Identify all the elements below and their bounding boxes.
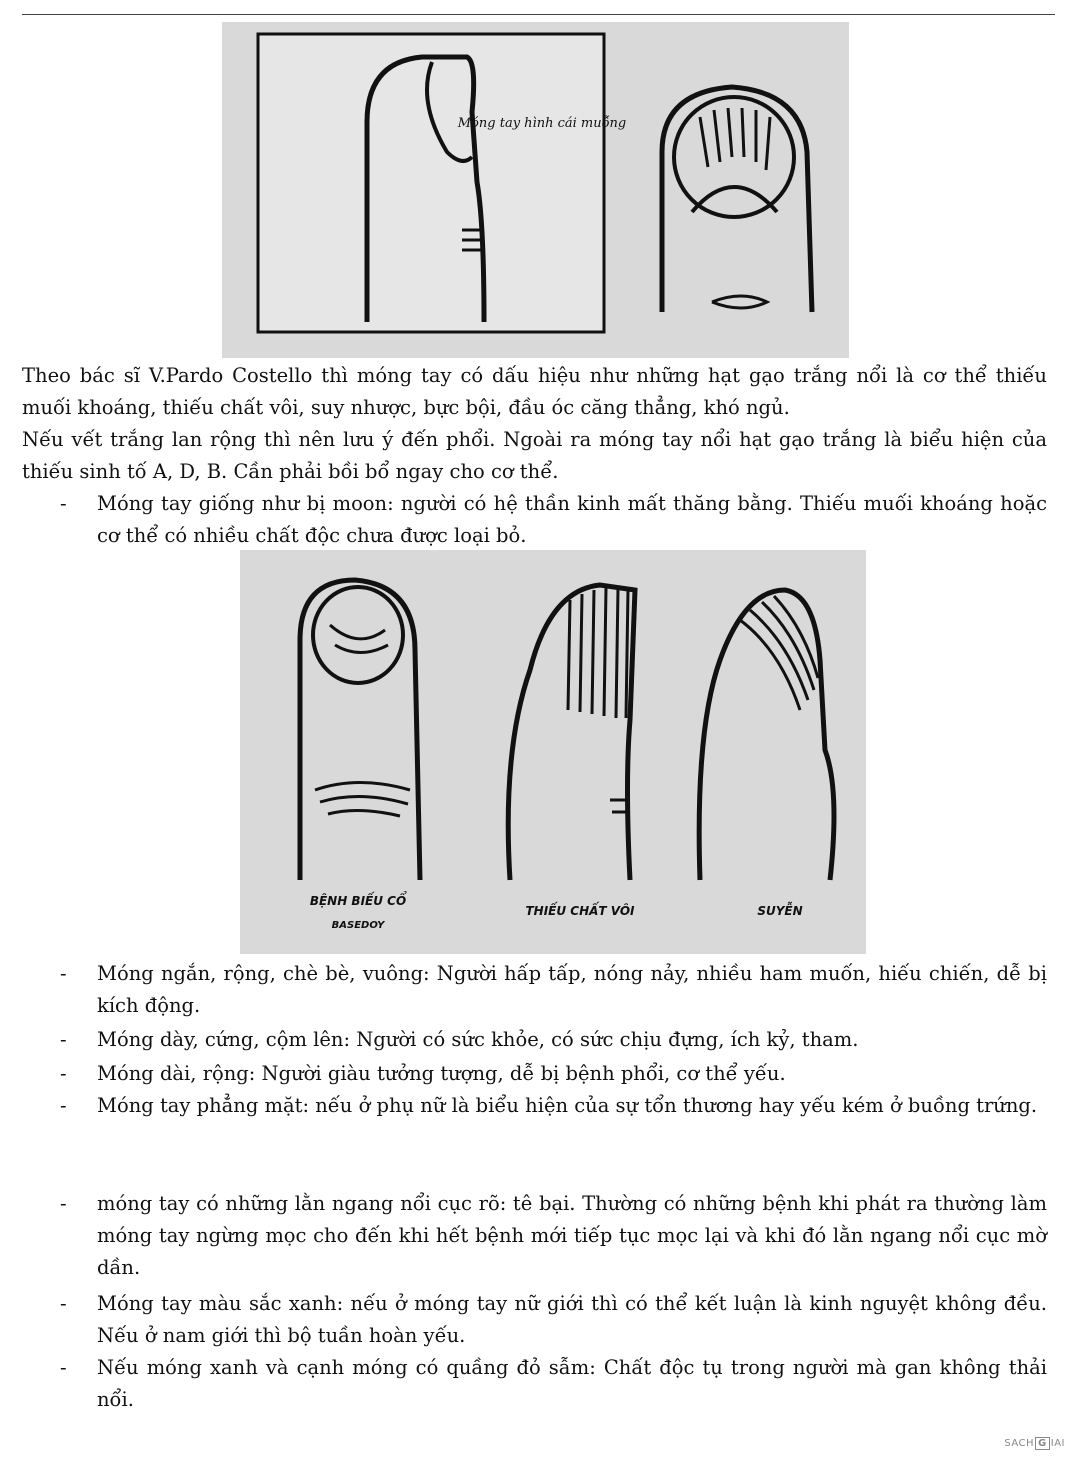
bullet-dash: -: [60, 1292, 67, 1315]
figure-spoon-nail: [222, 22, 849, 358]
bullet-dash: -: [60, 962, 67, 985]
bullet-dash: -: [60, 1192, 67, 1215]
list-item-text: móng tay có những lằn ngang nổi cục rõ: tê bại. Thường có những bệnh khi phát ra thường làm móng tay ngừng mọc cho đến khi hết bệnh mới tiếp tục mọc lại và khi đó lằn ngang nổi cục mờ dần.: [97, 1192, 1047, 1279]
figure-nail-conditions-drawing: [240, 550, 866, 954]
list-item-text: Móng tay màu sắc xanh: nếu ở móng tay nữ giới thì có thể kết luận là kinh nguyệt không đều. Nếu ở nam giới thì bộ tuần hoàn yếu.: [97, 1292, 1047, 1347]
list-item-text: Nếu móng xanh và cạnh móng có quầng đỏ sẫm: Chất độc tụ trong người mà gan không thải nổi.: [97, 1356, 1047, 1411]
list-item: [22, 1058, 1047, 1090]
watermark-logo: [1004, 1437, 1065, 1450]
caption-basedoy: BASEDOY: [331, 920, 385, 931]
list-item: [22, 488, 1047, 552]
bullet-dash: -: [60, 1356, 67, 1379]
watermark-text-left: SACH: [1004, 1438, 1035, 1449]
watermark-box: G: [1035, 1437, 1050, 1450]
list-item: [22, 958, 1047, 1022]
figure1-label: Móng tay hình cái muỗng: [457, 116, 627, 131]
paragraph-costello: Theo bác sĩ V.Pardo Costello thì móng tay có dấu hiệu như những hạt gạo trắng nổi là cơ thể thiếu muối khoáng, thiếu chất vôi, suy nhược, bực bội, đầu óc căng thẳng, khó ngủ.: [22, 364, 1047, 419]
list-item-text: Móng tay phẳng mặt: nếu ở phụ nữ là biểu hiện của sự tổn thương hay yếu kém ở buồng trứng.: [97, 1094, 1038, 1117]
caption-asthma: SUYỄN: [757, 904, 803, 918]
list-item: [22, 1188, 1047, 1284]
top-rule: [22, 14, 1055, 15]
list-item-text: Móng dài, rộng: Người giàu tưởng tượng, dễ bị bệnh phổi, cơ thể yếu.: [97, 1062, 786, 1085]
bullet-dash: -: [60, 492, 67, 515]
figure-spoon-nail-drawing: [222, 22, 849, 358]
figure-nail-conditions: [240, 550, 866, 954]
list-item-text: Móng dày, cứng, cộm lên: Người có sức khỏe, có sức chịu đựng, ích kỷ, tham.: [97, 1028, 859, 1051]
list-item: [22, 1090, 1047, 1122]
bullet-dash: -: [60, 1062, 67, 1085]
caption-goiter: BỆNH BIẾU CỔ: [309, 894, 407, 908]
bullet-dash: -: [60, 1094, 67, 1117]
list-item: [22, 1288, 1047, 1352]
list-item: [22, 1024, 1047, 1056]
caption-calcium: THIẾU CHẤT VÔI: [525, 904, 635, 918]
list-item-text: Móng ngắn, rộng, chè bè, vuông: Người hấp tấp, nóng nảy, nhiều ham muốn, hiếu chiến, dễ bị kích động.: [97, 962, 1047, 1017]
list-item-text: Móng tay giống như bị moon: người có hệ thần kinh mất thăng bằng. Thiếu muối khoáng hoặc cơ thể có nhiều chất độc chưa được loại bỏ.: [97, 492, 1047, 547]
paragraph-white-spots: Nếu vết trắng lan rộng thì nên lưu ý đến phổi. Ngoài ra móng tay nổi hạt gạo trắng là biểu hiện của thiếu sinh tố A, D, B. Cần phải bồi bổ ngay cho cơ thể.: [22, 428, 1047, 483]
list-item: [22, 1352, 1047, 1416]
watermark-text-right: IAI: [1050, 1438, 1065, 1449]
bullet-dash: -: [60, 1028, 67, 1051]
